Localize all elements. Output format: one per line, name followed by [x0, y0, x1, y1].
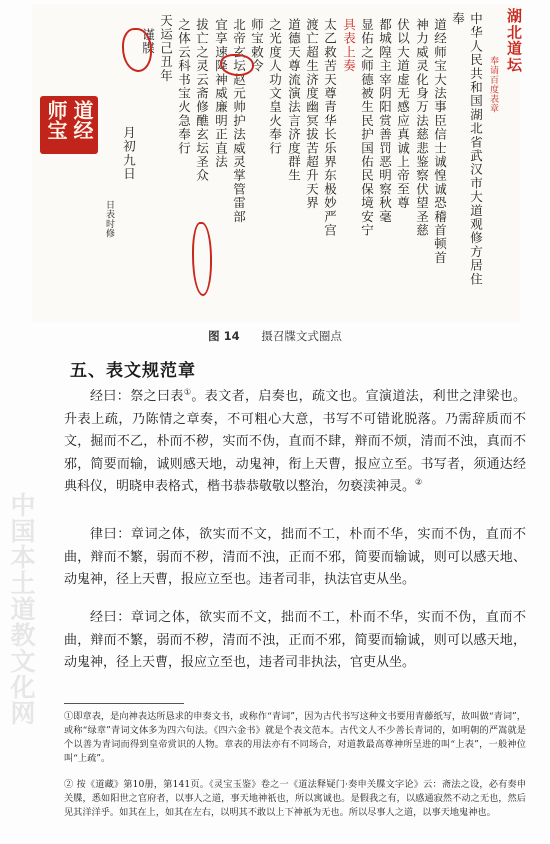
manuscript-column: 道经师宝大法事臣信士诚惶诚恐稽首顿首 — [432, 18, 448, 265]
red-ink-annotation — [220, 54, 254, 76]
paragraph-1 — [64, 386, 526, 499]
footnote-1: ①即章表，是向神表达所恳求的申奏文书，或称作“青词”，因为古代书写这种文书要用青藤纸写，故叫做“青词”，或称“绿章”青词文体多为四六句法。《四六金书》就是个表文范本。古代文人不少善长青词的，如明朝的严嵩就是个以善为青词而得到皇帝赏识的人物。章表的用法亦有不同场合，对道教最高尊神所呈进的叫“上表”，一般神位叫“上疏”。 — [64, 711, 526, 764]
manuscript-column: 道德天尊流演法言济度群生 — [286, 18, 302, 183]
manuscript-column: 神力威灵化身万法慈悲鉴察伏望圣慈 — [414, 18, 430, 238]
footnote-2: ② 按《道藏》第10册，第141页。《灵宝玉鉴》卷之一《道法释疑门·奏申关牒文字论》云：斋法之设，必有奏申关牒，悉如阳世之官府者，以事人之道，事天地神祇也，所以寓诚也。是假我之有，以感通寂然不动之无也，然后见其洋洋乎。如其在上，如其在左右，以明其不敢以上下神祇为无也。所以尽事人之道，以事天地鬼神也。 — [64, 779, 526, 818]
paragraph-1-text-cont: 。表文者，启奏也，疏文也。宣演道法，利世之津梁也。升表上疏，乃陈情之章奏，不可粗心大意，书写不可错讹脱落。乃需辞质而不文，掘而不乙，朴而不秽，实而不伪，直而不肆，辩而不烦，清而不浊，真而不邪，简要而输，诚则感天地，动鬼神，衔上天曹，报应立至。书写者，须通达经典科仪，明晓申表格式，楷书恭恭敬敬以整治，勿亵渎神灵。 — [64, 389, 526, 494]
figure-caption — [0, 328, 550, 344]
seal-text-right: 道经 — [70, 100, 94, 140]
paragraph-1-text: 经曰：祭之曰表 — [90, 389, 184, 404]
watermark-text: 中国本土道教文化网 — [7, 492, 36, 726]
manuscript-column: 之光度人功文皇火奉行 — [267, 18, 283, 155]
manuscript-column: 渡亡超生济度幽冥拔苦超升天界 — [304, 18, 320, 210]
paragraph-2 — [64, 524, 526, 592]
manuscript-column: 中华人民共和国湖北省武汉市大道观修方居住 — [468, 12, 484, 286]
manuscript-column: 师宝敕令 — [249, 18, 265, 73]
footnote-divider — [64, 703, 184, 704]
manuscript-column: 日表时修 — [104, 200, 114, 238]
manuscript-column: 之体云科书宝火急奉行 — [176, 18, 192, 155]
section-heading: 五、表文规范章 — [70, 361, 196, 381]
paragraph-2-text: 律曰：章词之体，欲实而不文，拙而不工，朴而不华，实而不伪，直而不曲，辩而不繁，弱而不秽，清而不浊，正而不邪，简要而输诚，则可以感天地、动鬼神，径上天曹，报应立至也。违者司非，执法官吏从坐。 — [64, 527, 526, 587]
manuscript-column: 天运己丑年 — [158, 14, 174, 83]
manuscript-column: 月初九日 — [121, 126, 137, 181]
manuscript-column: 北帝玄坛赵元帅护法威灵掌管雷部 — [231, 18, 247, 224]
manuscript-column: 太乙救苦天尊青华长乐界东极妙严宫 — [322, 18, 338, 238]
manuscript-column: 奉 — [450, 12, 466, 26]
figure-number: 图 14 — [208, 329, 240, 343]
red-ink-annotation — [192, 222, 212, 296]
manuscript-column: 奉请百度表章 — [488, 56, 498, 113]
manuscript-column: 具表上奏 — [341, 18, 357, 73]
manuscript-column: 谨牒 — [140, 28, 156, 56]
footnote-ref-1[interactable]: ① — [183, 387, 192, 397]
manuscript-column: 湖北道坛 — [505, 8, 523, 73]
manuscript-column: 拔亡之灵云斋修醮玄坛圣众 — [194, 18, 210, 183]
red-ink-annotation — [122, 28, 156, 72]
red-seal-stamp — [40, 96, 98, 154]
figure-title: 摄召牒文式圈点 — [261, 329, 342, 343]
manuscript-column: 都城隍主宰阴阳赏善罚恶明察秋毫 — [377, 18, 393, 224]
manuscript-figure — [32, 4, 523, 322]
paragraph-3-text: 经曰：章词之体，欲实而不文，拙而不工，朴而不华，实而不伪，直而不曲，辩而不繁，弱而不秽，清而不浊，正而不邪，简要而输诚，则可以感天地，动鬼神，径上天曹，报应立至也，违者司非执法，官吏从坐。 — [64, 610, 526, 670]
paragraph-3 — [64, 607, 526, 675]
manuscript-column: 宜享速降神威廉明正直法 — [213, 18, 229, 169]
footnote-ref-2[interactable]: ② — [415, 477, 423, 487]
manuscript-column: 伏以大道虚无感应真诚上帝至尊 — [395, 18, 411, 210]
manuscript-column: 显佑之师德被生民护国佑民保境安宁 — [359, 18, 375, 238]
seal-text-left: 师宝 — [44, 100, 68, 140]
